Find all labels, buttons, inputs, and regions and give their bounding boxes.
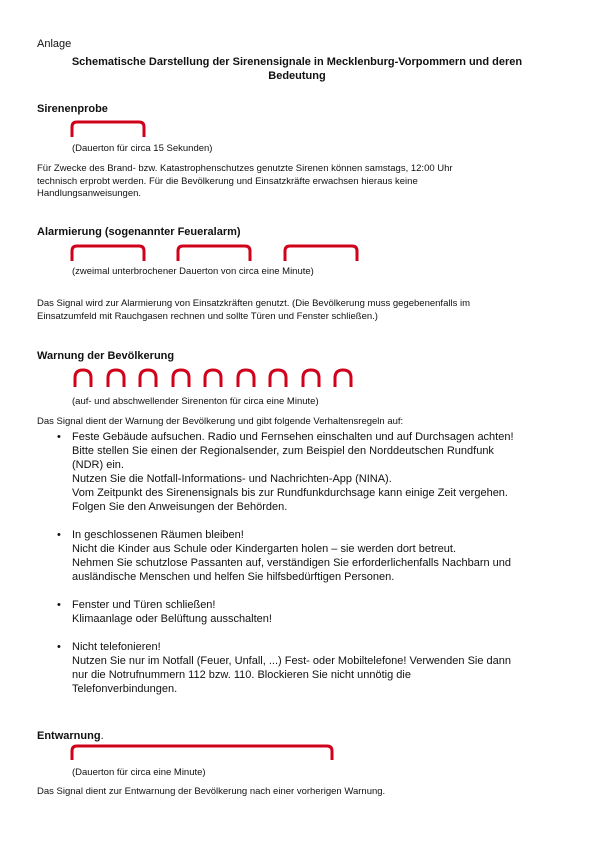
rule-line: Bitte stellen Sie einen der Regionalsender, zum Beispiel den Norddeutschen Rundfunk: [72, 445, 494, 457]
allclear-caption: (Dauerton für circa eine Minute): [72, 767, 206, 778]
rule-line: Nicht telefonieren!: [72, 641, 161, 653]
rule-line: Telefonverbindungen.: [72, 683, 178, 695]
alarm-description-line: Einsatzumfeld mit Rauchgasen rechnen und sollte Türen und Fenster schließen.): [37, 310, 378, 322]
allclear-description: Das Signal dient zur Entwarnung der Bevölkerung nach einer vorherigen Warnung.: [37, 786, 386, 797]
section-heading-alarmierung: Alarmierung (sogenannter Feueralarm): [37, 226, 241, 238]
bullet-dot: •: [57, 599, 61, 611]
rule-line: ausländische Menschen und helfen Sie hilfsbedürftigen Personen.: [72, 571, 395, 583]
allclear-heading-suffix: .: [100, 730, 104, 742]
rule-line: Folgen Sie den Anweisungen der Behörden.: [72, 501, 288, 513]
alarm-caption: (zweimal unterbrochener Dauerton von circa eine Minute): [72, 266, 314, 277]
alarm-description-line: Das Signal wird zur Alarmierung von Einsatzkräften genutzt. (Die Bevölkerung muss gegebenenfalls im: [37, 298, 470, 309]
document-title-line-1: Schematische Darstellung der Sirenensignale in Mecklenburg-Vorpommern und deren: [71, 56, 523, 68]
warning-caption: (auf- und abschwellender Sirenenton für circa eine Minute): [72, 396, 319, 407]
rule-line: nur die Notrufnummern 112 bzw. 110. Blockieren Sie nicht unnötig die: [72, 669, 411, 681]
document-title-line-2: Bedeutung: [268, 70, 326, 82]
rule-line: Fenster und Türen schließen!: [72, 599, 216, 611]
document-label: Anlage: [37, 38, 72, 50]
rule-line: Nutzen Sie die Notfall-Informations- und Nachrichten-App (NINA).: [72, 473, 392, 485]
section-heading-sirenenprobe: Sirenenprobe: [37, 103, 108, 115]
warning-intro: Das Signal dient der Warnung der Bevölkerung und gibt folgende Verhaltensregeln auf:: [37, 416, 404, 427]
rule-line: Klimaanlage oder Belüftung ausschalten!: [72, 613, 272, 625]
probe-description-line: Für Zwecke des Brand- bzw. Katastrophenschutzes genutzte Sirenen können samstags, 12:00 Uhr: [37, 163, 453, 174]
rule-line: Nehmen Sie schutzlose Passanten auf, verständigen Sie erforderlichenfalls Nachbarn und: [72, 557, 512, 569]
rule-line: (NDR) ein.: [72, 459, 124, 471]
bullet-dot: •: [57, 529, 61, 541]
allclear-signal-tone: [72, 746, 332, 760]
bullet-dot: •: [57, 431, 61, 443]
allclear-heading-text: Entwarnung: [37, 730, 101, 742]
probe-description-line: technisch erprobt werden. Für die Bevölkerung und Einsatzkräfte erwachsen hieraus keine: [37, 175, 418, 187]
rule-line: Vom Zeitpunkt des Sirenensignals bis zur Rundfunkdurchsage kann einige Zeit vergehen.: [72, 487, 508, 499]
bullet-dot: •: [57, 641, 61, 653]
rule-line: Nutzen Sie nur im Notfall (Feuer, Unfall, ...) Fest- oder Mobiltelefone! Verwenden Sie dann: [72, 655, 511, 667]
rule-line: Feste Gebäude aufsuchen. Radio und Fernsehen einschalten und auf Durchsagen achten!: [72, 431, 514, 443]
rule-line: Nicht die Kinder aus Schule oder Kindergarten holen – sie werden dort betreut.: [72, 543, 457, 555]
probe-description-line: Handlungsanweisungen.: [37, 188, 142, 199]
probe-caption: (Dauerton für circa 15 Sekunden): [72, 143, 213, 154]
section-heading-warnung: Warnung der Bevölkerung: [37, 350, 175, 362]
rule-line: In geschlossenen Räumen bleiben!: [72, 529, 244, 541]
